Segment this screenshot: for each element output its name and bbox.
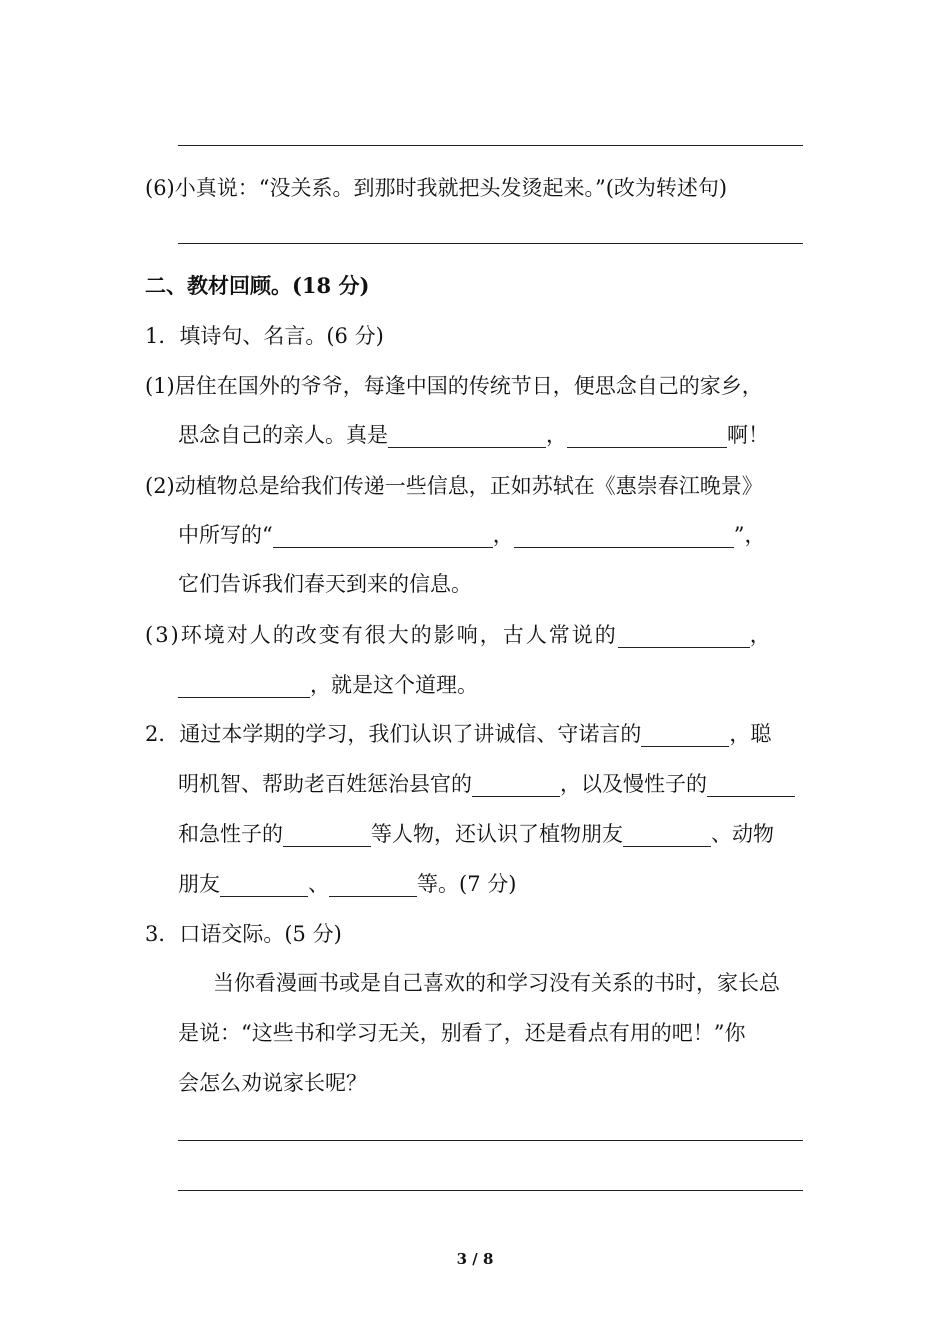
question-1-title xyxy=(145,321,384,351)
blank-q2-3[interactable] xyxy=(707,774,795,797)
question-6 xyxy=(145,173,727,203)
q1-part2-line3 xyxy=(178,569,472,599)
question-3-title-text: 3．口语交际。(5 分) xyxy=(145,922,342,946)
question-1-title-text: 1．填诗句、名言。(6 分) xyxy=(145,324,384,348)
page-number: 3 / 8 xyxy=(456,1250,494,1268)
q2-text-4c: 等。(7 分) xyxy=(417,872,517,896)
q2-text-1-end: ，聪 xyxy=(729,722,772,746)
question-6-text: (6)小真说：“没关系。到那时我就把头发烫起来。”(改为转述句) xyxy=(145,176,728,200)
blank-q1-2a[interactable] xyxy=(273,525,493,548)
blank-q2-2[interactable] xyxy=(472,774,560,797)
q2-line3 xyxy=(178,819,774,849)
q1-part2-line1 xyxy=(145,471,763,501)
blank-q2-7[interactable] xyxy=(329,874,417,897)
blank-q1-3a[interactable] xyxy=(618,625,750,648)
q3-text-1: 当你看漫画书或是自己喜欢的和学习没有关系的书时，家长总 xyxy=(213,971,780,995)
q1-part3-line1 xyxy=(145,620,773,650)
comma: ， xyxy=(546,423,567,447)
q1-part1-line2 xyxy=(178,420,769,450)
blank-q1-1b[interactable] xyxy=(567,425,727,448)
q3-line2 xyxy=(178,1018,745,1048)
q2-line1 xyxy=(145,719,771,749)
q2-text-3b: 等人物，还认识了植物朋友 xyxy=(371,822,623,846)
q2-line2 xyxy=(178,769,795,799)
q1-part3-text: (3)环境对人的改变有很大的影响，古人常说的 xyxy=(145,623,618,647)
blank-q2-4[interactable] xyxy=(283,824,371,847)
q2-line4 xyxy=(178,869,516,899)
section-2-heading xyxy=(145,271,369,301)
answer-line-q3-1[interactable] xyxy=(178,1140,803,1141)
blank-q2-6[interactable] xyxy=(220,874,308,897)
q2-text-3: 和急性子的 xyxy=(178,822,283,846)
q1-part2-line2 xyxy=(178,520,766,550)
q1-part1-end: 啊！ xyxy=(727,423,769,447)
section-2-heading-text: 二、教材回顾。(18 分) xyxy=(145,273,370,298)
q1-part3-line2 xyxy=(178,670,478,700)
blank-q1-3b[interactable] xyxy=(178,675,310,698)
q1-part2-end: ”， xyxy=(733,523,766,547)
answer-line-q6[interactable] xyxy=(178,243,803,244)
q2-text-2: 明机智、帮助老百姓惩治县官的 xyxy=(178,772,472,796)
question-3-title xyxy=(145,919,342,949)
q2-text-3c: 、动物 xyxy=(711,822,774,846)
q3-text-3: 会怎么劝说家长呢？ xyxy=(178,1071,367,1095)
q1-part1-text: (1)居住在国外的爷爷，每逢中国的传统节日，便思念自己的家乡， xyxy=(145,374,763,398)
answer-line-q3-2[interactable] xyxy=(178,1190,803,1191)
comma: ， xyxy=(749,623,773,647)
comma: ， xyxy=(492,523,514,547)
q1-part2-text-2: 中所写的“ xyxy=(178,523,273,547)
answer-line-top[interactable] xyxy=(178,145,803,146)
q3-text-2: 是说：“这些书和学习无关，别看了，还是看点有用的吧！”你 xyxy=(178,1021,746,1045)
q1-part3-end: ，就是这个道理。 xyxy=(310,673,478,697)
q1-part1-line1 xyxy=(145,371,763,401)
q2-text-2b: ，以及慢性子的 xyxy=(560,772,707,796)
q2-text-4: 朋友 xyxy=(178,872,220,896)
q2-text-1: 2．通过本学期的学习，我们认识了讲诚信、守诺言的 xyxy=(145,722,642,746)
q3-line1 xyxy=(213,968,780,998)
q1-part1-text-2: 思念自己的亲人。真是 xyxy=(178,423,388,447)
blank-q2-5[interactable] xyxy=(623,824,711,847)
blank-q2-1[interactable] xyxy=(641,724,729,747)
blank-q1-1a[interactable] xyxy=(388,425,546,448)
q1-part2-text-3: 它们告诉我们春天到来的信息。 xyxy=(178,572,472,596)
blank-q1-2b[interactable] xyxy=(514,525,734,548)
q3-line3 xyxy=(178,1068,367,1098)
q2-text-4b: 、 xyxy=(308,872,329,896)
q1-part2-text: (2)动植物总是给我们传递一些信息，正如苏轼在《惠崇春江晚景》 xyxy=(145,474,763,498)
